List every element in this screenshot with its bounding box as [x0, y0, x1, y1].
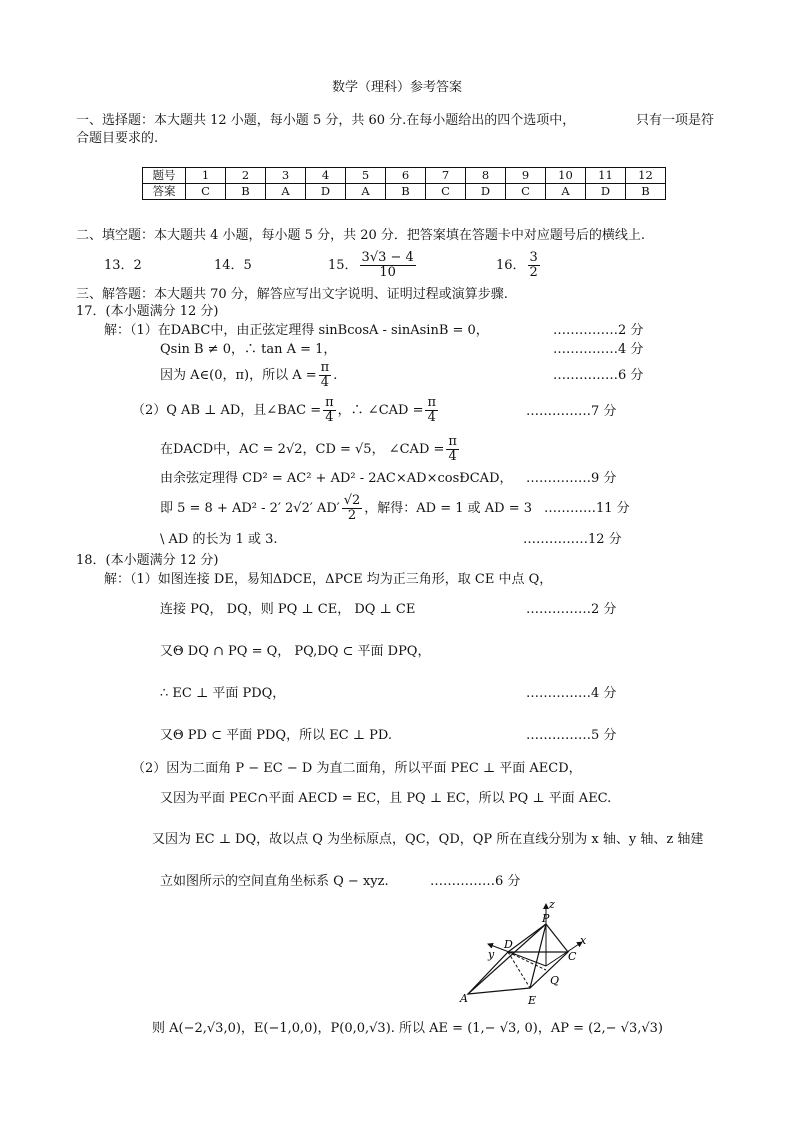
- q17-score-4: ……………4 分: [553, 342, 644, 357]
- answer-cell: B: [626, 184, 666, 200]
- question-number-cell: 1: [186, 168, 226, 184]
- answer-cell: D: [306, 184, 346, 200]
- geometry-figure: [448, 896, 598, 1012]
- q17-line5-text: 在DACD中，AC = 2√2，CD = √5， ∠CAD =: [160, 442, 445, 457]
- q17-score-12: ……………12 分: [523, 532, 622, 547]
- answer-table: [142, 167, 666, 200]
- edge-PC: [546, 924, 568, 952]
- question-number-cell: 2: [226, 168, 266, 184]
- q18-line5: 又Θ PD ⊂ 平面 PDQ，所以 EC ⊥ PD.: [160, 728, 392, 743]
- q17-line2: Qsin B ≠ 0，∴ tan A = 1，: [160, 342, 337, 357]
- q18-line6: （2）因为二面角 P − EC − D 为直二面角，所以平面 PEC ⊥ 平面 AECD，: [132, 761, 582, 776]
- question-number-cell: 6: [386, 168, 426, 184]
- q17-line4-mid: ，∴ ∠CAD =: [337, 403, 424, 418]
- x-axis: [546, 942, 582, 966]
- q18-line10: 则 A(−2,√3,0)，E(−1,0,0)，P(0,0,√3). 所以 AE = (1,− √3, 0)，AP = (2,− √3,√3): [152, 1021, 663, 1036]
- answer-15-numerator: 3√3 − 4: [361, 250, 414, 265]
- q17-line1: 解：（1）在DABC中，由正弦定理得 sinBcosA - sinAsinB = 0，: [104, 323, 489, 338]
- answer-cell: A: [266, 184, 306, 200]
- answer-15-denominator: 10: [379, 265, 396, 280]
- label-y: y: [488, 948, 495, 961]
- question-number-cell: 9: [506, 168, 546, 184]
- answer-13: 13．2: [104, 258, 142, 273]
- q18-heading: 18．(本小题满分 12 分): [76, 553, 219, 568]
- q17-l4-pi-num2: π: [427, 395, 437, 410]
- q17-l4-pi-den2: 4: [427, 410, 436, 425]
- answer-cell: C: [426, 184, 466, 200]
- q17-pi-denominator: 4: [320, 375, 330, 390]
- q17-line8: \ AD 的长为 1 或 3.: [160, 532, 278, 547]
- row-label-answer: 答案: [143, 184, 186, 200]
- q18-line4: ∴ EC ⊥ 平面 PDQ，: [160, 686, 286, 701]
- q18-line1: 解：（1）如图连接 DE，易知ΔDCE，ΔPCE 均为正三角形，取 CE 中点 Q，: [104, 572, 553, 587]
- q17-score-6: ……………6 分: [553, 368, 644, 383]
- answer-cell: D: [586, 184, 626, 200]
- section3-intro: 三、解答题：本大题共 70 分，解答应写出文字说明、证明过程或演算步骤.: [76, 287, 508, 302]
- q18-score-4: ……………4 分: [526, 686, 617, 701]
- page-title: 数学（理科）参考答案: [331, 80, 462, 95]
- q18-score-6: ……………6 分: [430, 874, 521, 889]
- answer-cell: B: [386, 184, 426, 200]
- label-E: E: [528, 994, 537, 1007]
- q17-score-2: ……………2 分: [553, 323, 644, 338]
- q18-line9: 立如图所示的空间直角坐标系 Q − xyz.: [160, 874, 389, 889]
- answer-16-label: 16．: [496, 258, 526, 273]
- q17-line3-text: 因为 A∈(0，π)，所以 A =: [160, 368, 317, 383]
- question-number-cell: 3: [266, 168, 306, 184]
- q17-pi-numerator: π: [320, 360, 330, 375]
- question-number-cell: 12: [626, 168, 666, 184]
- label-C: C: [568, 950, 577, 963]
- question-number-cell: 8: [466, 168, 506, 184]
- q17-l7-den: 2: [347, 508, 357, 523]
- q17-score-11: …………11 分: [544, 501, 630, 516]
- label-P: P: [542, 912, 550, 925]
- q17-line7: [160, 491, 532, 527]
- question-number-cell: 11: [586, 168, 626, 184]
- q18-score-5: ……………5 分: [526, 728, 617, 743]
- answer-15: [328, 248, 418, 284]
- answer-16-denominator: 2: [529, 265, 538, 280]
- answer-cell: A: [546, 184, 586, 200]
- answer-cell: C: [186, 184, 226, 200]
- q18-line8: 又因为 EC ⊥ DQ，故以点 Q 为坐标原点，QC，QD，QP 所在直线分别为 x 轴、y 轴、z 轴建: [152, 832, 704, 847]
- label-A: A: [460, 992, 468, 1005]
- answer-cell: A: [346, 184, 386, 200]
- question-number-cell: 5: [346, 168, 386, 184]
- q17-l4-pi-den: 4: [325, 410, 334, 425]
- q18-line3: 又Θ DQ ∩ PQ = Q， PQ,DQ ⊂ 平面 DPQ，: [160, 644, 431, 659]
- q17-l4-pi-num: π: [325, 395, 334, 410]
- section1-intro-line2: 合题目要求的.: [76, 131, 159, 146]
- section2-intro: 二、填空题：本大题共 4 小题，每小题 5 分，共 20 分．把答案填在答题卡中对应题号后的横线上.: [76, 228, 646, 243]
- label-x: x: [580, 934, 587, 947]
- q17-line5: [160, 432, 461, 468]
- q17-line3: 因为 A∈(0，π)，所以 A = $\frac{\pi}{4}$ .: [160, 360, 338, 390]
- label-Q: Q: [550, 974, 560, 987]
- q17-score-7: ……………7 分: [526, 404, 617, 419]
- y-axis: [488, 944, 546, 966]
- label-z: z: [549, 898, 555, 911]
- section1-intro: 一、选择题：本大题共 12 小题，每小题 5 分，共 60 分.在每小题给出的四个选项中，: [76, 113, 576, 128]
- q18-line2: 连接 PQ， DQ，则 PQ ⊥ CE， DQ ⊥ CE: [160, 602, 416, 617]
- row-label-number: 题号: [143, 168, 186, 184]
- question-number-cell: 4: [306, 168, 346, 184]
- q17-line4: [132, 393, 440, 429]
- q17-line7-post: ，解得：AD = 1 或 AD = 3: [364, 501, 533, 516]
- q17-score-9: ……………9 分: [526, 471, 617, 486]
- answer-cell: B: [226, 184, 266, 200]
- answer-16: [496, 248, 542, 284]
- q17-l5-pi-num: π: [448, 434, 457, 449]
- q18-line7: 又因为平面 PEC∩平面 AECD = EC，且 PQ ⊥ EC，所以 PQ ⊥ 平面 AEC.: [160, 791, 612, 806]
- answer-14: 14．5: [214, 258, 252, 273]
- question-number-cell: 10: [546, 168, 586, 184]
- answer-cell: C: [506, 184, 546, 200]
- section1-intro-tail: 只有一项是符: [636, 113, 715, 128]
- answer-16-numerator: 3: [529, 250, 538, 265]
- base-quadrilateral: [468, 952, 568, 994]
- q17-line6: 由余弦定理得 CD² = AC² + AD² - 2AC×AD×cosÐCAD，: [160, 471, 513, 486]
- q17-l7-num: √2: [343, 493, 361, 508]
- q17-line4-pre: （2）Q AB ⊥ AD，且∠BAC =: [132, 403, 322, 418]
- question-number-cell: 7: [426, 168, 466, 184]
- label-D: D: [504, 938, 513, 951]
- q18-score-2: ……………2 分: [526, 602, 617, 617]
- q17-heading: 17．(本小题满分 12 分): [76, 304, 219, 319]
- q17-line7-pre: 即 5 = 8 + AD² - 2′ 2√2′ AD′: [160, 501, 340, 516]
- answer-15-label: 15．: [328, 258, 358, 273]
- q17-l5-pi-den: 4: [448, 449, 457, 464]
- answer-cell: D: [466, 184, 506, 200]
